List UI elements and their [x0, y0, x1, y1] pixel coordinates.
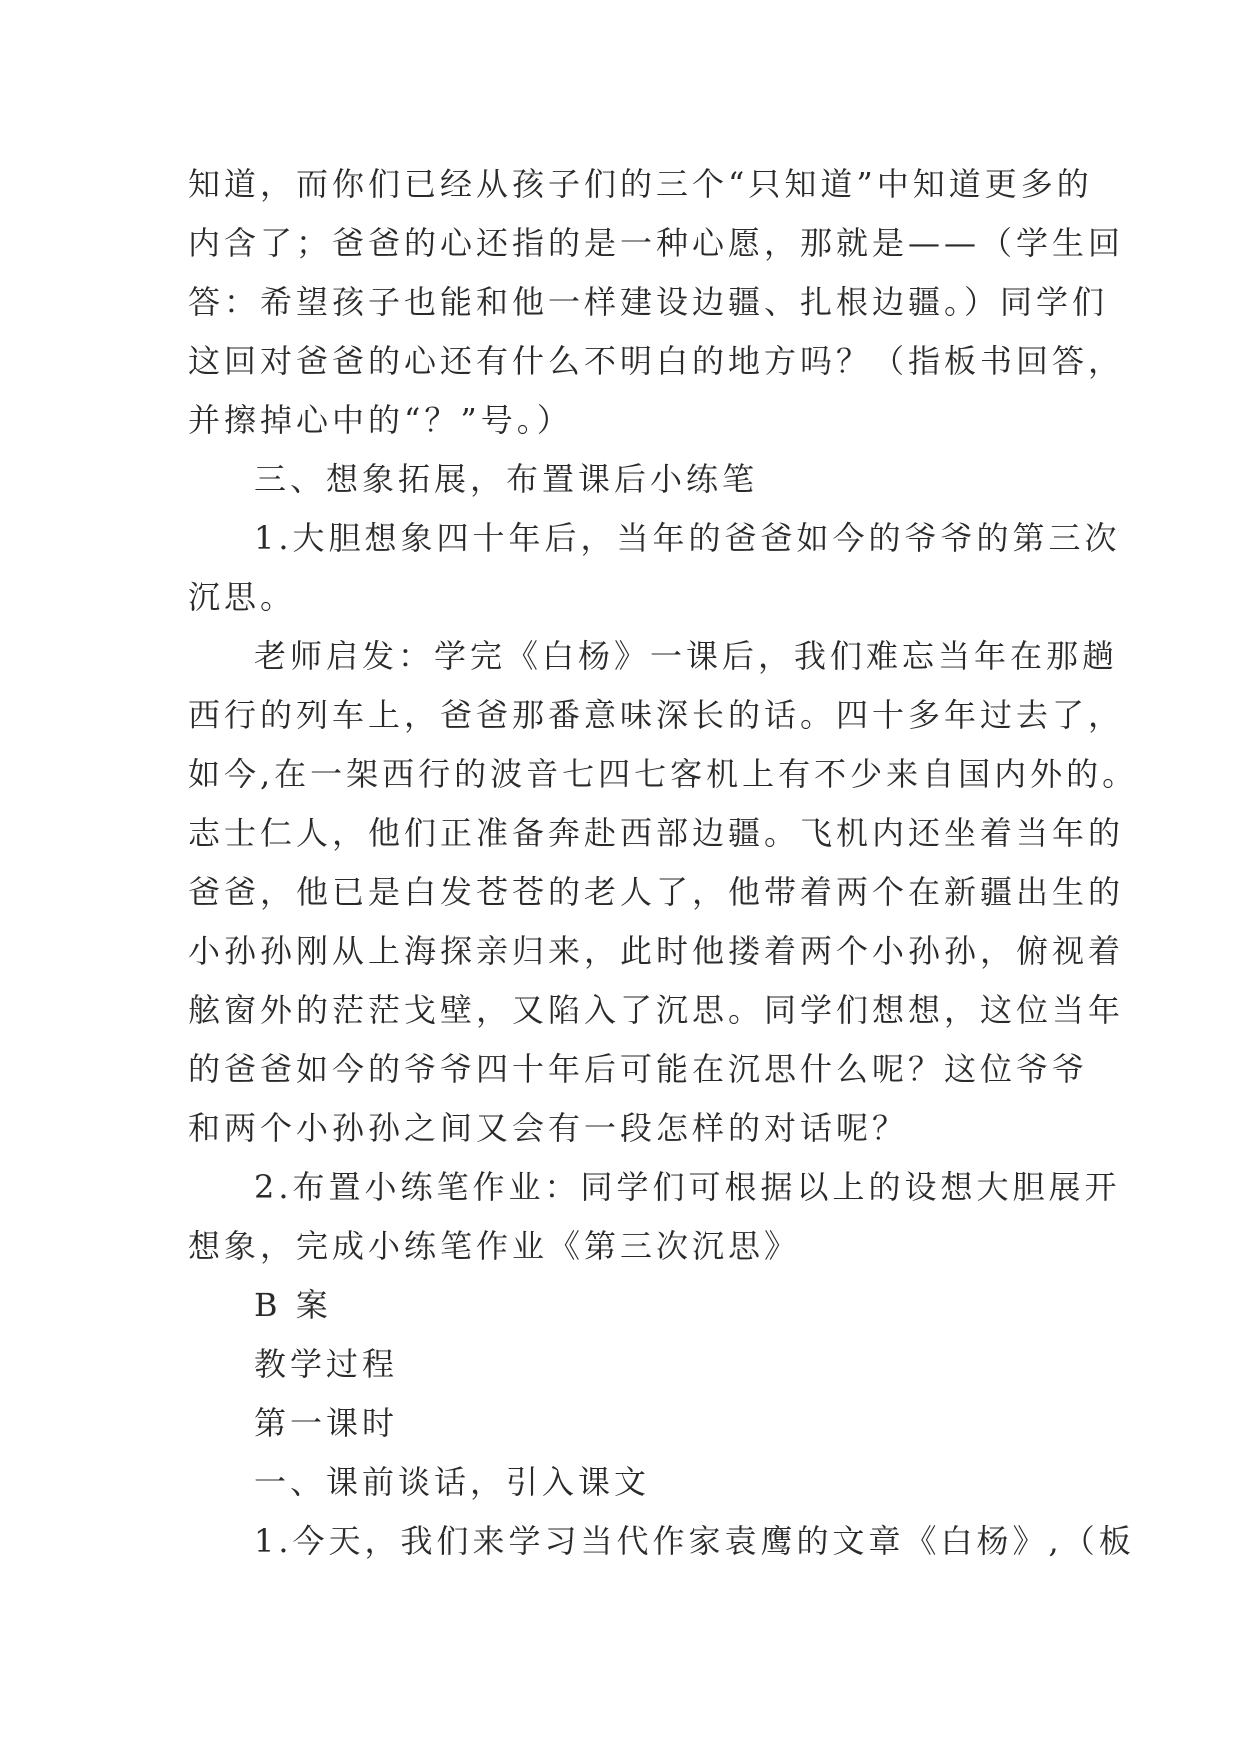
text-line: 并擦掉心中的“？”号。） — [188, 401, 573, 439]
text-line: 小孙孙刚从上海探亲归来，此时他搂着两个小孙孙，俯视着 — [188, 932, 1125, 970]
text-line: 舷窗外的茫茫戈壁，又陷入了沉思。同学们想想，这位当年 — [188, 991, 1125, 1029]
text-line: 老师启发：学完《白杨》一课后，我们难忘当年在那趟 — [254, 637, 1119, 675]
text-line: 答：希望孩子也能和他一样建设边疆、扎根边疆。）同学们 — [188, 283, 1109, 321]
text-line: 的爸爸如今的爷爷四十年后可能在沉思什么呢？这位爷爷 — [188, 1050, 1089, 1088]
text-line: 如今,在一架西行的波音七四七客机上有不少来自国内外的。 — [188, 755, 1139, 793]
text-line: 想象，完成小练笔作业《第三次沉思》 — [188, 1227, 801, 1265]
text-line: 这回对爸爸的心还有什么不明白的地方吗？（指板书回答， — [188, 342, 1125, 380]
text-line: 内含了；爸爸的心还指的是一种心愿，那就是——（学生回 — [188, 224, 1125, 262]
section-heading: 教学过程 — [254, 1345, 399, 1383]
text-line: 知道，而你们已经从孩子们的三个“只知道”中知道更多的 — [188, 165, 1093, 203]
text-line: 和两个小孙孙之间又会有一段怎样的对话呢？ — [188, 1109, 909, 1147]
text-line: 沉思。 — [188, 578, 297, 616]
section-heading: 第一课时 — [254, 1404, 399, 1442]
plan-heading: B 案 — [254, 1286, 332, 1324]
text-line: 2.布置小练笔作业：同学们可根据以上的设想大胆展开 — [254, 1168, 1121, 1206]
section-heading: 一、课前谈话，引入课文 — [254, 1463, 651, 1501]
section-heading: 三、想象拓展，布置课后小练笔 — [254, 460, 759, 498]
text-line: 志士仁人，他们正准备奔赴西部边疆。飞机内还坐着当年的 — [188, 814, 1125, 852]
document-body — [188, 155, 1139, 1571]
text-line: 西行的列车上，爸爸那番意味深长的话。四十多年过去了， — [188, 696, 1125, 734]
text-line: 1.大胆想象四十年后，当年的爸爸如今的爷爷的第三次 — [254, 519, 1121, 557]
text-line: 爸爸，他已是白发苍苍的老人了，他带着两个在新疆出生的 — [188, 873, 1125, 911]
text-line: 1.今天，我们来学习当代作家袁鹰的文章《白杨》,（板 — [254, 1522, 1135, 1560]
